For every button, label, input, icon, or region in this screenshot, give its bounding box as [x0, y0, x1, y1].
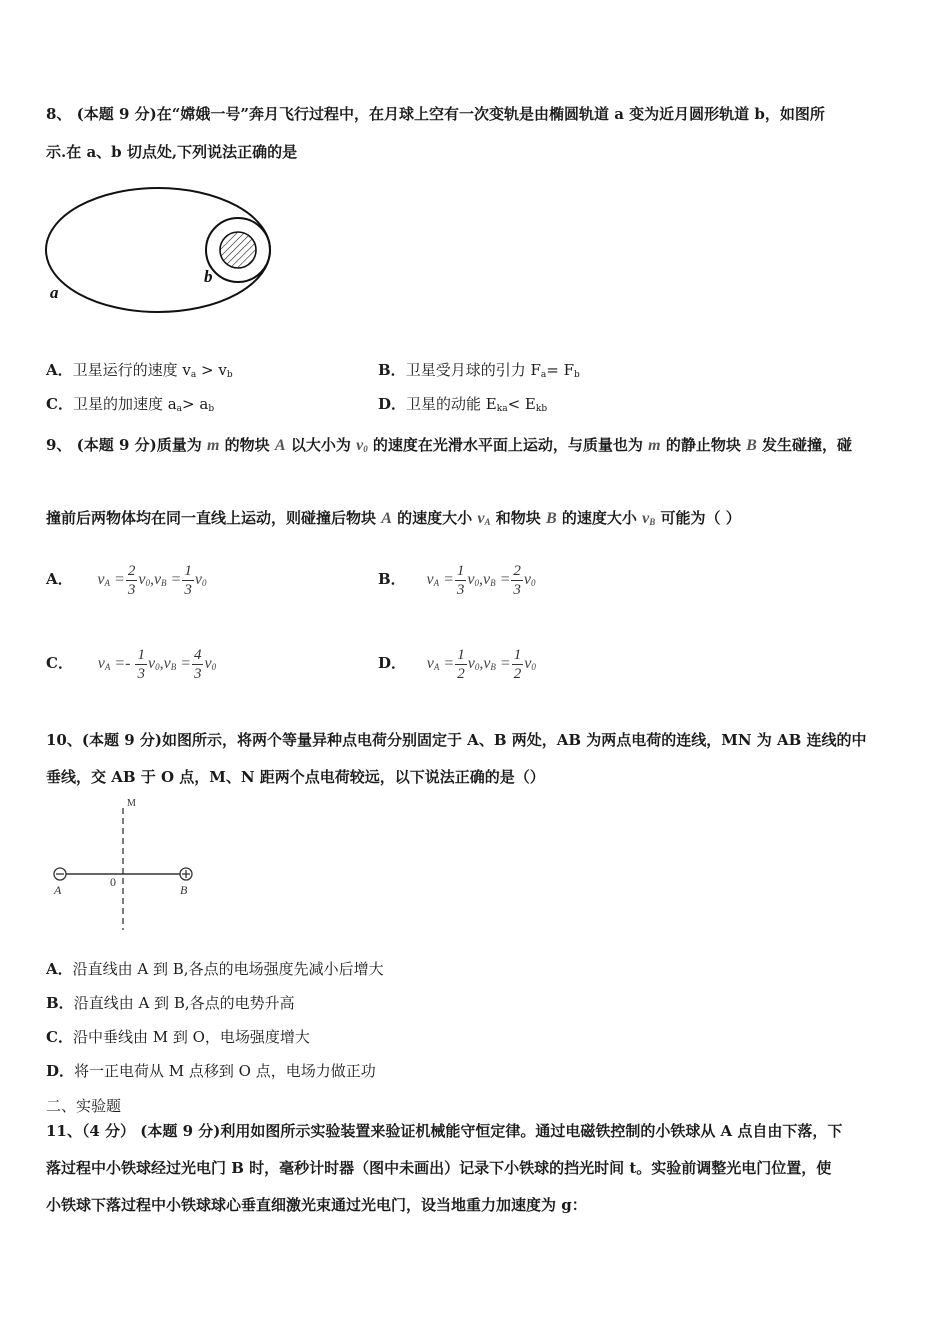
option-key: A．: [46, 960, 73, 978]
formula: $v_A$ = $\frac{2}{3}$ $v_0,v_B$ = $\frac{1}{3}$ $v_0$: [97, 563, 207, 598]
q9-text: 9、 (本题 9 分)质量为: [46, 436, 202, 454]
q9-text: 的物块: [224, 436, 270, 454]
q9-text: 以大小为: [290, 436, 351, 454]
option-sub: a: [190, 370, 197, 380]
label-a: A: [54, 883, 62, 897]
formula: $v_A$ =- $\frac{1}{3}$ $v_0,v_B$ = $\frac{4}{3}$ $v_0$: [97, 647, 217, 682]
orbit-label-a: a: [50, 283, 59, 302]
symbol-b: B: [546, 510, 557, 527]
symbol-m: m: [648, 437, 661, 454]
option-text: 卫星运行的速度 v: [72, 361, 191, 379]
label-b: B: [180, 883, 188, 897]
option-text: 沿直线由 A 到 B,各点的电势升高: [73, 994, 295, 1012]
q9-option-d: [378, 646, 536, 683]
option-sub: kb: [535, 404, 548, 414]
option-text: 沿直线由 A 到 B,各点的电场强度先减小后增大: [72, 960, 384, 978]
option-mid: > a: [182, 395, 209, 413]
section-title: 二、实验题: [46, 1097, 122, 1115]
option-text: 卫星受月球的引力 F: [405, 361, 541, 379]
q9-text: 发生碰撞，碰: [762, 436, 853, 454]
q9-line-2: [46, 507, 741, 528]
option-key: D．: [46, 1062, 75, 1080]
option-text: 将一正电荷从 M 点移到 O 点，电场力做正功: [74, 1062, 376, 1080]
option-sub: b: [574, 370, 580, 380]
q11-line-1: 11、（4 分） (本题 9 分)利用如图所示实验装置来验证机械能守恒定律。通过电磁铁控制的小铁球从 A 点自由下落，下: [46, 1122, 843, 1140]
q8-option-d: [378, 393, 547, 414]
q9-line-1: [46, 434, 852, 455]
charge-diagram: [46, 794, 206, 934]
q9-text: 的速度大小: [397, 509, 473, 527]
q9-text: 的速度大小: [561, 509, 637, 527]
symbol-vb: $v_B$: [642, 510, 656, 527]
q9-option-a: [46, 562, 206, 599]
option-key: D．: [378, 654, 407, 673]
option-key: B．: [378, 570, 406, 589]
option-key: D．: [378, 395, 407, 413]
option-key: C．: [46, 1028, 73, 1046]
q10-option-c: [46, 1026, 310, 1047]
symbol-b: B: [746, 437, 757, 454]
option-sub: a: [176, 404, 183, 414]
q11-line-3: 小铁球下落过程中小铁球球心垂直细激光束通过光电门，设当地重力加速度为 g：: [46, 1196, 587, 1214]
option-mid: > v: [196, 361, 227, 379]
option-key: A．: [46, 361, 73, 379]
formula: $v_A$ = $\frac{1}{3}$ $v_0,v_B$ = $\frac{2}{3}$ $v_0$: [426, 563, 536, 598]
option-text: 沿中垂线由 M 到 O，电场强度增大: [72, 1028, 310, 1046]
label-m: M: [127, 798, 136, 809]
q9-text: 和物块: [495, 509, 541, 527]
q8-option-a: [46, 359, 233, 380]
option-mid: = F: [546, 361, 574, 379]
q9-text: 撞前后两物体均在同一直线上运动，则碰撞后物块: [46, 509, 377, 527]
q9-text: 的速度在光滑水平面上运动，与质量也为: [372, 436, 643, 454]
q9-text: 的静止物块: [665, 436, 741, 454]
q9-text: 可能为（ ）: [660, 509, 741, 527]
q10-line-2: 垂线，交 AB 于 O 点，M、N 距两个点电荷较远，以下说法正确的是（）: [46, 768, 545, 786]
label-o: 0: [110, 875, 116, 889]
q10-line-1: 10、(本题 9 分)如图所示，将两个等量异种点电荷分别固定于 A、B 两处，AB 为两点电荷的连线，MN 为 AB 连线的中: [46, 731, 867, 749]
option-key: B．: [46, 994, 74, 1012]
option-key: A．: [46, 570, 73, 589]
symbol-v0: $v_0$: [356, 437, 368, 454]
orbit-label-b: b: [204, 267, 213, 286]
q8-option-c: [46, 393, 214, 414]
q11-line-2: 落过程中小铁球经过光电门 B 时，毫秒计时器（图中未画出）记录下小铁球的挡光时间 t。实验前调整光电门位置，使: [46, 1159, 832, 1177]
symbol-a: A: [381, 510, 392, 527]
symbol-a: A: [274, 437, 286, 454]
q10-option-d: [46, 1060, 376, 1081]
q10-option-a: [46, 958, 384, 979]
option-key: C．: [46, 395, 73, 413]
q10-option-b: [46, 992, 295, 1013]
symbol-va: $v_A$: [477, 510, 491, 527]
option-sub: a: [540, 370, 547, 380]
option-key: B．: [378, 361, 406, 379]
q8-option-b: [378, 359, 580, 380]
q8-line-2: 示.在 a、b 切点处,下列说法正确的是: [46, 143, 298, 161]
q9-option-c: [46, 646, 216, 683]
symbol-m: m: [206, 437, 220, 454]
option-key: C．: [46, 654, 73, 673]
option-text: 卫星的加速度 a: [72, 395, 177, 413]
q9-option-b: [378, 562, 536, 599]
q8-line-1: 8、 (本题 9 分)在“嫦娥一号”奔月飞行过程中，在月球上空有一次变轨是由椭圆轨道 a 变为近月圆形轨道 b，如图所: [46, 105, 825, 123]
option-sub: ka: [496, 404, 508, 414]
option-sub: b: [226, 370, 233, 380]
option-text: 卫星的动能 E: [406, 395, 497, 413]
orbit-diagram: [40, 182, 280, 322]
formula: $v_A$ = $\frac{1}{2}$ $v_0,v_B$ = $\frac{1}{2}$ $v_0$: [426, 647, 536, 682]
option-sub: b: [208, 404, 215, 414]
option-mid: < E: [507, 395, 536, 413]
moon-hatched: [220, 232, 256, 268]
